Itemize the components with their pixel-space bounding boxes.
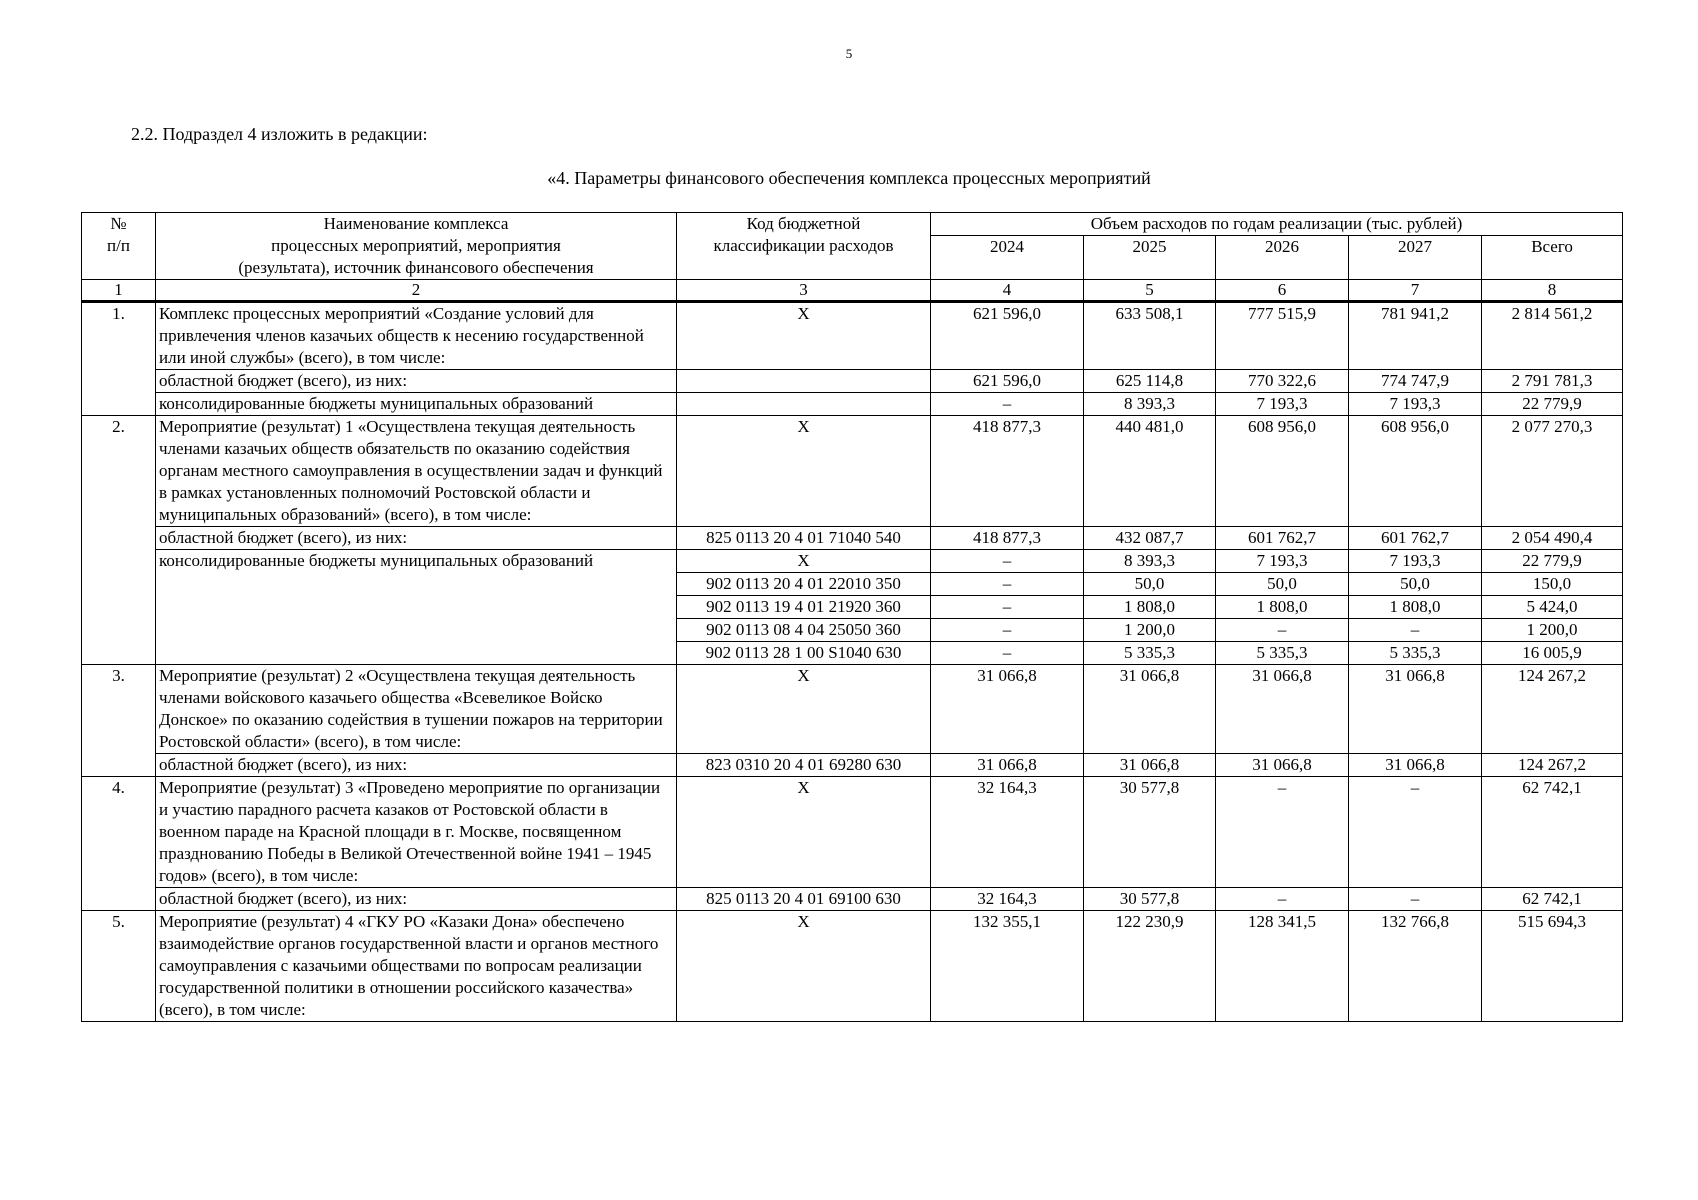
page-number: 5 — [845, 46, 853, 61]
row-name: областной бюджет (всего), из них: — [156, 754, 677, 777]
table-row — [82, 888, 1623, 911]
value-2026: 31 066,8 — [1216, 754, 1349, 777]
value-total: 62 742,1 — [1482, 888, 1623, 911]
row-code: 823 0310 20 4 01 69280 630 — [677, 754, 931, 777]
row-name: Мероприятие (результат) 2 «Осуществлена текущая деятельность членами войскового казачьего общества «Всевеликое Войско Донское» по оказанию содействия в тушении пожаров на территории Ростовской области» (всего), в том числе: — [156, 665, 677, 754]
value-2024: 31 066,8 — [931, 665, 1084, 754]
row-code: Х — [677, 550, 931, 573]
value-total: 2 791 781,3 — [1482, 370, 1623, 393]
value-2027: 774 747,9 — [1349, 370, 1482, 393]
value-2024: – — [931, 642, 1084, 665]
value-2027: 132 766,8 — [1349, 911, 1482, 1022]
value-2025: 8 393,3 — [1084, 550, 1216, 573]
table-row — [82, 302, 1623, 370]
header-year-2024: 2024 — [931, 236, 1084, 280]
row-code: Х — [677, 777, 931, 888]
value-2024: 31 066,8 — [931, 754, 1084, 777]
table-row — [82, 527, 1623, 550]
value-2025: 31 066,8 — [1084, 665, 1216, 754]
value-total: 1 200,0 — [1482, 619, 1623, 642]
value-2025: 30 577,8 — [1084, 777, 1216, 888]
value-2027: – — [1349, 777, 1482, 888]
col-number: 6 — [1216, 280, 1349, 302]
value-2027: – — [1349, 888, 1482, 911]
value-2026: – — [1216, 777, 1349, 888]
table-row — [82, 777, 1623, 888]
column-numbers-row — [82, 280, 1623, 302]
value-total: 62 742,1 — [1482, 777, 1623, 888]
value-2024: – — [931, 550, 1084, 573]
value-2024: 32 164,3 — [931, 888, 1084, 911]
value-2027: 7 193,3 — [1349, 393, 1482, 416]
value-2027: 601 762,7 — [1349, 527, 1482, 550]
row-number: 2. — [82, 416, 156, 665]
row-code: Х — [677, 911, 931, 1022]
value-2024: – — [931, 596, 1084, 619]
value-2027: 7 193,3 — [1349, 550, 1482, 573]
header-year-2027: 2027 — [1349, 236, 1482, 280]
row-name: областной бюджет (всего), из них: — [156, 370, 677, 393]
row-number: 1. — [82, 302, 156, 416]
row-number: 4. — [82, 777, 156, 911]
row-code: Х — [677, 416, 931, 527]
value-2026: – — [1216, 619, 1349, 642]
value-2025: 1 808,0 — [1084, 596, 1216, 619]
value-2027: 50,0 — [1349, 573, 1482, 596]
table-row — [82, 370, 1623, 393]
header-name-text: Наименование комплекса процессных мероприятий, мероприятия (результата), источник финансового обеспечения — [238, 214, 594, 277]
value-2026: 50,0 — [1216, 573, 1349, 596]
row-name: консолидированные бюджеты муниципальных образований — [156, 393, 677, 416]
header-volume: Объем расходов по годам реализации (тыс. рублей) — [931, 213, 1623, 236]
col-number: 7 — [1349, 280, 1482, 302]
value-2026: 5 335,3 — [1216, 642, 1349, 665]
value-2024: 418 877,3 — [931, 416, 1084, 527]
value-2025: 625 114,8 — [1084, 370, 1216, 393]
row-number: 5. — [82, 911, 156, 1022]
table-row — [82, 550, 1623, 573]
value-2026: 31 066,8 — [1216, 665, 1349, 754]
row-code — [677, 393, 931, 416]
value-2026: 7 193,3 — [1216, 393, 1349, 416]
header-year-2026: 2026 — [1216, 236, 1349, 280]
col-number: 1 — [82, 280, 156, 302]
value-2026: 128 341,5 — [1216, 911, 1349, 1022]
value-2027: 31 066,8 — [1349, 754, 1482, 777]
row-code: 902 0113 28 1 00 S1040 630 — [677, 642, 931, 665]
value-total: 22 779,9 — [1482, 393, 1623, 416]
value-2024: 621 596,0 — [931, 370, 1084, 393]
value-2027: 31 066,8 — [1349, 665, 1482, 754]
value-2025: 50,0 — [1084, 573, 1216, 596]
table-row — [82, 416, 1623, 527]
value-2027: 781 941,2 — [1349, 302, 1482, 370]
value-2024: 418 877,3 — [931, 527, 1084, 550]
col-number: 8 — [1482, 280, 1623, 302]
value-2027: 5 335,3 — [1349, 642, 1482, 665]
header-code-text: Код бюджетной классификации расходов — [713, 214, 894, 255]
value-total: 515 694,3 — [1482, 911, 1623, 1022]
col-number: 2 — [156, 280, 677, 302]
value-total: 124 267,2 — [1482, 754, 1623, 777]
header-row-1 — [82, 213, 1623, 236]
value-2027: – — [1349, 619, 1482, 642]
row-number: 3. — [82, 665, 156, 777]
table-row — [82, 665, 1623, 754]
row-code: 902 0113 08 4 04 25050 360 — [677, 619, 931, 642]
table-title: «4. Параметры финансового обеспечения комплекса процессных мероприятий — [547, 168, 1151, 188]
value-total: 2 077 270,3 — [1482, 416, 1623, 527]
col-number: 4 — [931, 280, 1084, 302]
value-2025: 633 508,1 — [1084, 302, 1216, 370]
row-code: 902 0113 20 4 01 22010 350 — [677, 573, 931, 596]
value-2026: 7 193,3 — [1216, 550, 1349, 573]
row-code: Х — [677, 302, 931, 370]
value-2024: 621 596,0 — [931, 302, 1084, 370]
value-2024: 132 355,1 — [931, 911, 1084, 1022]
row-name: Мероприятие (результат) 4 «ГКУ РО «Казаки Дона» обеспечено взаимодействие органов государственной власти и органов местного самоуправления с казачьими обществами по вопросам реализации государственной политики в отношении российского казачества» (всего), в том числе: — [156, 911, 677, 1022]
value-2025: 30 577,8 — [1084, 888, 1216, 911]
value-2024: – — [931, 619, 1084, 642]
header-name — [156, 213, 677, 280]
row-code: 902 0113 19 4 01 21920 360 — [677, 596, 931, 619]
value-2024: 32 164,3 — [931, 777, 1084, 888]
value-2026: 608 956,0 — [1216, 416, 1349, 527]
col-number: 3 — [677, 280, 931, 302]
value-2024: – — [931, 573, 1084, 596]
value-2025: 31 066,8 — [1084, 754, 1216, 777]
value-2025: 432 087,7 — [1084, 527, 1216, 550]
row-name: Комплекс процессных мероприятий «Создание условий для привлечения членов казачьих обществ к несению государственной или иной службы» (всего), в том числе: — [156, 302, 677, 370]
value-2025: 122 230,9 — [1084, 911, 1216, 1022]
row-code: Х — [677, 665, 931, 754]
intro-text: 2.2. Подраздел 4 изложить в редакции: — [131, 124, 428, 144]
row-name: областной бюджет (всего), из них: — [156, 888, 677, 911]
header-total: Всего — [1482, 236, 1623, 280]
value-total: 2 814 561,2 — [1482, 302, 1623, 370]
header-num — [82, 213, 156, 280]
header-code — [677, 213, 931, 280]
value-2026: 770 322,6 — [1216, 370, 1349, 393]
table-row — [82, 393, 1623, 416]
header-num-text: № п/п — [107, 214, 130, 255]
value-total: 124 267,2 — [1482, 665, 1623, 754]
value-2026: – — [1216, 888, 1349, 911]
row-name: Мероприятие (результат) 3 «Проведено мероприятие по организации и участию парадного расчета казаков от Ростовской области в военном параде на Красной площади в г. Москве, посвященном празднованию Победы в Великой Отечественной войне 1941 – 1945 годов» (всего), в том числе: — [156, 777, 677, 888]
financing-table — [81, 212, 1623, 1022]
value-2026: 777 515,9 — [1216, 302, 1349, 370]
table-row — [82, 911, 1623, 1022]
row-name: консолидированные бюджеты муниципальных образований — [156, 550, 677, 665]
value-2027: 608 956,0 — [1349, 416, 1482, 527]
table-row — [82, 754, 1623, 777]
header-year-2025: 2025 — [1084, 236, 1216, 280]
value-2026: 1 808,0 — [1216, 596, 1349, 619]
value-2025: 5 335,3 — [1084, 642, 1216, 665]
value-total: 5 424,0 — [1482, 596, 1623, 619]
value-total: 150,0 — [1482, 573, 1623, 596]
value-2025: 440 481,0 — [1084, 416, 1216, 527]
value-2027: 1 808,0 — [1349, 596, 1482, 619]
value-2026: 601 762,7 — [1216, 527, 1349, 550]
value-total: 22 779,9 — [1482, 550, 1623, 573]
value-total: 2 054 490,4 — [1482, 527, 1623, 550]
row-code: 825 0113 20 4 01 69100 630 — [677, 888, 931, 911]
value-total: 16 005,9 — [1482, 642, 1623, 665]
value-2025: 1 200,0 — [1084, 619, 1216, 642]
row-name: областной бюджет (всего), из них: — [156, 527, 677, 550]
row-name: Мероприятие (результат) 1 «Осуществлена текущая деятельность членами казачьих обществ обязательств по оказанию содействия органам местного самоуправления в осуществлении задач и функций в рамках установленных полномочий Ростовской области и муниципальных образований» (всего), в том числе: — [156, 416, 677, 527]
value-2025: 8 393,3 — [1084, 393, 1216, 416]
col-number: 5 — [1084, 280, 1216, 302]
row-code — [677, 370, 931, 393]
row-code: 825 0113 20 4 01 71040 540 — [677, 527, 931, 550]
value-2024: – — [931, 393, 1084, 416]
